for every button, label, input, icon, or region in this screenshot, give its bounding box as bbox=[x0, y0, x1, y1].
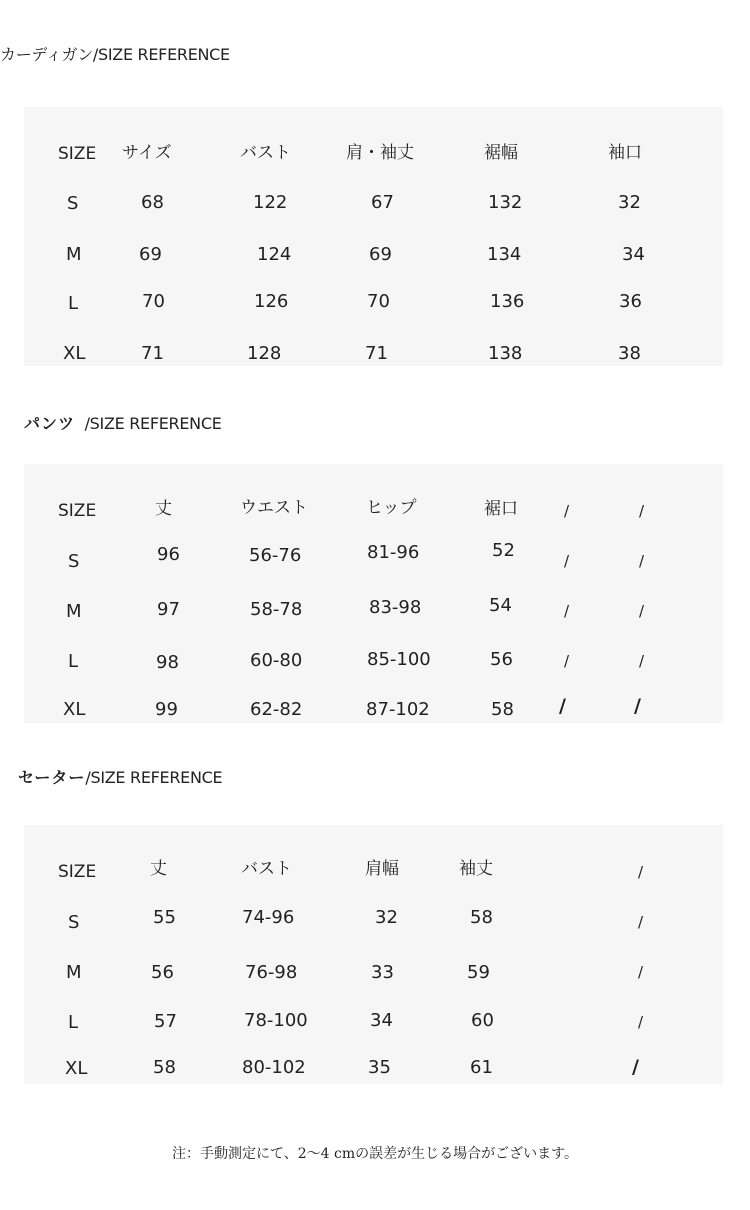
table-cell: / bbox=[638, 1013, 644, 1031]
table-cell: 58 bbox=[153, 1057, 176, 1078]
table-cell: 71 bbox=[141, 343, 164, 364]
table-cell: 57 bbox=[154, 1011, 177, 1032]
table-cell: 78-100 bbox=[244, 1010, 308, 1031]
table-cell: M bbox=[66, 244, 82, 265]
table-header-cell: 袖口 bbox=[608, 143, 642, 163]
table-cell: 126 bbox=[254, 291, 289, 312]
table-header-cell: 丈 bbox=[150, 859, 167, 879]
table-cell: 68 bbox=[141, 192, 164, 213]
table-cell: 56-76 bbox=[249, 545, 302, 566]
table-cell: / bbox=[559, 695, 566, 717]
cardigan-heading-title: カーディガン bbox=[0, 45, 93, 64]
table-cell: 132 bbox=[488, 192, 523, 213]
table-header-cell: 丈 bbox=[155, 499, 172, 519]
pants-size-table bbox=[24, 464, 723, 723]
table-cell: 69 bbox=[369, 244, 392, 265]
table-cell: 138 bbox=[488, 343, 523, 364]
table-cell: S bbox=[68, 551, 80, 572]
table-cell: 96 bbox=[157, 544, 180, 565]
table-header-cell: / bbox=[639, 502, 645, 520]
table-header-cell: / bbox=[638, 863, 644, 881]
table-header-cell: SIZE bbox=[58, 862, 97, 882]
table-cell: 71 bbox=[365, 343, 388, 364]
table-cell: M bbox=[66, 601, 82, 622]
sweater-heading-title: セーター bbox=[18, 768, 86, 787]
table-cell: 59 bbox=[467, 962, 490, 983]
table-cell: L bbox=[68, 293, 79, 314]
table-cell: / bbox=[564, 652, 570, 670]
pants-size-heading bbox=[24, 411, 222, 434]
table-cell: 32 bbox=[375, 907, 398, 928]
table-cell: / bbox=[639, 652, 645, 670]
table-cell: 34 bbox=[622, 244, 645, 265]
table-cell: 55 bbox=[153, 907, 176, 928]
table-cell: L bbox=[68, 651, 79, 672]
table-cell: 34 bbox=[370, 1010, 393, 1031]
table-cell: 60-80 bbox=[250, 650, 303, 671]
table-header-cell: 肩・袖丈 bbox=[346, 143, 414, 163]
table-cell: L bbox=[68, 1012, 79, 1033]
table-cell: 62-82 bbox=[250, 699, 303, 720]
table-header-cell: サイズ bbox=[122, 143, 172, 163]
table-cell: 128 bbox=[247, 343, 282, 364]
table-cell: / bbox=[632, 1056, 639, 1078]
table-cell: S bbox=[68, 912, 80, 933]
cardigan-size-table bbox=[24, 107, 723, 366]
table-cell: S bbox=[67, 193, 79, 214]
table-cell: 36 bbox=[619, 291, 642, 312]
table-cell: 124 bbox=[257, 244, 292, 265]
table-cell: XL bbox=[65, 1058, 88, 1079]
table-header-cell: バスト bbox=[240, 143, 291, 163]
table-header-cell: 肩幅 bbox=[365, 859, 399, 879]
table-cell: 83-98 bbox=[369, 597, 422, 618]
table-cell: 99 bbox=[155, 699, 178, 720]
cardigan-heading-subtitle: /SIZE REFERENCE bbox=[92, 45, 230, 64]
table-cell: 70 bbox=[142, 291, 165, 312]
table-cell: / bbox=[639, 602, 645, 620]
table-cell: / bbox=[564, 552, 570, 570]
table-header-cell: ヒップ bbox=[366, 498, 417, 518]
cardigan-size-heading bbox=[0, 42, 230, 65]
table-cell: XL bbox=[63, 699, 86, 720]
table-cell: 87-102 bbox=[366, 699, 430, 720]
pants-heading-subtitle: /SIZE REFERENCE bbox=[84, 414, 222, 433]
table-cell: 69 bbox=[139, 244, 162, 265]
table-cell: 58 bbox=[470, 907, 493, 928]
table-header-cell: SIZE bbox=[58, 501, 97, 521]
table-cell: 136 bbox=[490, 291, 525, 312]
pants-heading-title: パンツ bbox=[24, 414, 76, 433]
table-cell: / bbox=[638, 963, 644, 981]
table-cell: 58 bbox=[491, 699, 514, 720]
table-cell: / bbox=[638, 913, 644, 931]
table-cell: 61 bbox=[470, 1057, 493, 1078]
table-cell: 54 bbox=[489, 595, 512, 616]
table-cell: XL bbox=[63, 343, 86, 364]
table-header-cell: 裾口 bbox=[484, 499, 518, 519]
table-header-cell: 裾幅 bbox=[484, 143, 518, 163]
table-cell: 56 bbox=[151, 962, 174, 983]
table-cell: 56 bbox=[490, 649, 513, 670]
table-cell: 134 bbox=[487, 244, 522, 265]
table-header-cell: SIZE bbox=[58, 144, 97, 164]
sweater-size-table bbox=[24, 825, 723, 1084]
table-cell: 35 bbox=[368, 1057, 391, 1078]
table-cell: M bbox=[66, 962, 82, 983]
table-header-cell: 袖丈 bbox=[459, 859, 493, 879]
table-cell: 60 bbox=[471, 1010, 494, 1031]
table-cell: 74-96 bbox=[242, 907, 295, 928]
table-cell: / bbox=[564, 602, 570, 620]
table-cell: 52 bbox=[492, 540, 515, 561]
table-cell: 81-96 bbox=[367, 542, 420, 563]
measurement-note: 注：手動測定にて、2〜4 cmの誤差が生じる場合がございます。 bbox=[172, 1146, 578, 1162]
table-header-cell: ウエスト bbox=[240, 498, 308, 518]
table-cell: 67 bbox=[371, 192, 394, 213]
table-cell: 38 bbox=[618, 343, 641, 364]
table-header-cell: バスト bbox=[241, 859, 292, 879]
sweater-heading-subtitle: /SIZE REFERENCE bbox=[85, 768, 223, 787]
table-cell: 58-78 bbox=[250, 599, 303, 620]
table-header-cell: / bbox=[564, 502, 570, 520]
table-cell: / bbox=[634, 695, 641, 717]
table-cell: 80-102 bbox=[242, 1057, 306, 1078]
table-cell: 97 bbox=[157, 599, 180, 620]
table-cell: 33 bbox=[371, 962, 394, 983]
table-cell: 122 bbox=[253, 192, 288, 213]
table-cell: 32 bbox=[618, 192, 641, 213]
table-cell: / bbox=[639, 552, 645, 570]
table-cell: 85-100 bbox=[367, 649, 431, 670]
table-cell: 76-98 bbox=[245, 962, 298, 983]
table-cell: 70 bbox=[367, 291, 390, 312]
table-cell: 98 bbox=[156, 652, 179, 673]
sweater-size-heading bbox=[18, 765, 222, 788]
